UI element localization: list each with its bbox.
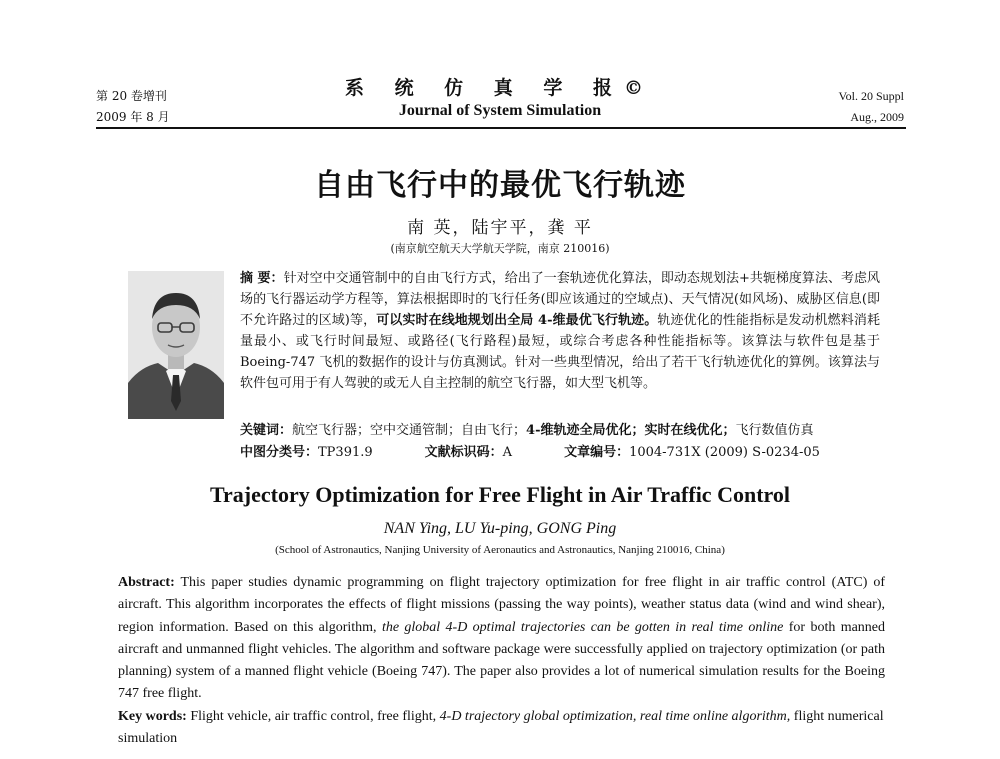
doc-code-value: A xyxy=(502,445,513,460)
keywords-cn-text-2: 飞行数值仿真 xyxy=(735,423,814,438)
authors-cn: 南 英，陆宇平，龚 平 xyxy=(407,218,593,238)
clc-value: TP391.9 xyxy=(318,445,373,460)
affiliation-en: (School of Astronautics, Nanjing University of Aeronautics and Astronautics, Nanjing 210016, China) xyxy=(275,544,725,556)
abstract-en-label: Abstract: xyxy=(118,575,175,590)
abstract-cn xyxy=(240,268,880,394)
abstract-en-highlight: the global 4-D optimal trajectories can be gotten in real time online xyxy=(381,619,784,635)
keywords-en xyxy=(118,706,885,750)
paper-title-cn: 自由飞行中的最优飞行轨迹 xyxy=(314,168,686,203)
header-right xyxy=(839,86,904,128)
abstract-cn-text-2: 轨迹优化的性能指标是发动机燃料消耗量最小、或飞行时间最短、或路径(飞行路程)最短，或综合考虑各种性能指标等。该算法与软件包是基于 Boeing-747 飞机的数据作的设计与仿真测试。针对一些典型情况，给出了若干飞行轨迹优化的算例。该算法与软件包可用于有人驾驶的或无人自主控制的航空飞行器，如大型飞机等。 xyxy=(240,313,880,391)
keywords-en-text-1: Flight vehicle, air traffic control, free flight, xyxy=(190,709,437,724)
abstract-cn-label: 摘 要： xyxy=(240,271,284,286)
volume-cn: 第 20 卷增刊 xyxy=(96,89,167,103)
article-no-value: 1004-731X (2009) S-0234-05 xyxy=(629,445,820,460)
author-portrait-image xyxy=(128,271,224,419)
date-cn: 2009 年 8 月 xyxy=(96,110,170,124)
abstract-cn-text-1: 针对空中交通管制中的自由飞行方式，给出了一套轨迹优化算法，即动态规划法+共轭梯度算法、考虑风场的飞行器运动学方程等，算法根据即时的飞行任务(即应该通过的空域点)、天气情况(如风场)、威胁区信息(即不允许路过的区域)等， xyxy=(240,271,880,328)
abstract-en-text-2: for both manned aircraft and unmanned flight vehicles. The algorithm and software package were successfully applied on trajectory optimization (or path planning) system of a manned flight vehicle (Boeing 747). The paper also provides a lot of numerical simulation results for the Boeing 747 free flight. xyxy=(118,619,886,702)
journal-title-cn: 系 统 仿 真 学 报© xyxy=(344,77,656,99)
keywords-en-label: Key words: xyxy=(118,709,187,724)
author-photo xyxy=(128,271,224,419)
classification-cn xyxy=(240,442,900,463)
abstract-en xyxy=(118,572,885,706)
keywords-en-highlight: 4-D trajectory global optimization, real time online algorithm, xyxy=(439,709,791,724)
clc-label: 中图分类号： xyxy=(240,445,319,460)
paper-title-en: Trajectory Optimization for Free Flight in Air Traffic Control xyxy=(209,482,791,507)
keywords-cn-label: 关键词： xyxy=(240,423,293,438)
abstract-en-text-1: This paper studies dynamic programming on flight trajectory optimization for free flight in air traffic control (ATC) of aircraft. This algorithm incorporates the effects of flight missions (passing the way points), weather status data (wind and wind shear), region information. Based on this algorithm, xyxy=(118,575,886,635)
abstract-cn-highlight: 可以实时在线地规划出全局 4-维最优飞行轨迹。 xyxy=(376,313,658,328)
keywords-cn-highlight: 4-维轨迹全局优化；实时在线优化； xyxy=(526,423,736,438)
date-en: Aug., 2009 xyxy=(850,110,904,124)
keywords-en-text-2: flight numerical simulation xyxy=(118,709,884,746)
article-no-label: 文章编号： xyxy=(564,445,630,460)
doc-code-label: 文献标识码： xyxy=(424,445,503,460)
keywords-cn-text-1: 航空飞行器；空中交通管制；自由飞行； xyxy=(292,423,527,438)
volume-en: Vol. 20 Suppl xyxy=(838,89,904,103)
journal-title-en: Journal of System Simulation xyxy=(398,102,602,119)
affiliation-cn: (南京航空航天大学航天学院，南京 210016) xyxy=(390,242,610,255)
keywords-cn xyxy=(240,420,900,441)
header-rule xyxy=(96,127,906,129)
authors-en: NAN Ying, LU Yu-ping, GONG Ping xyxy=(383,520,617,537)
